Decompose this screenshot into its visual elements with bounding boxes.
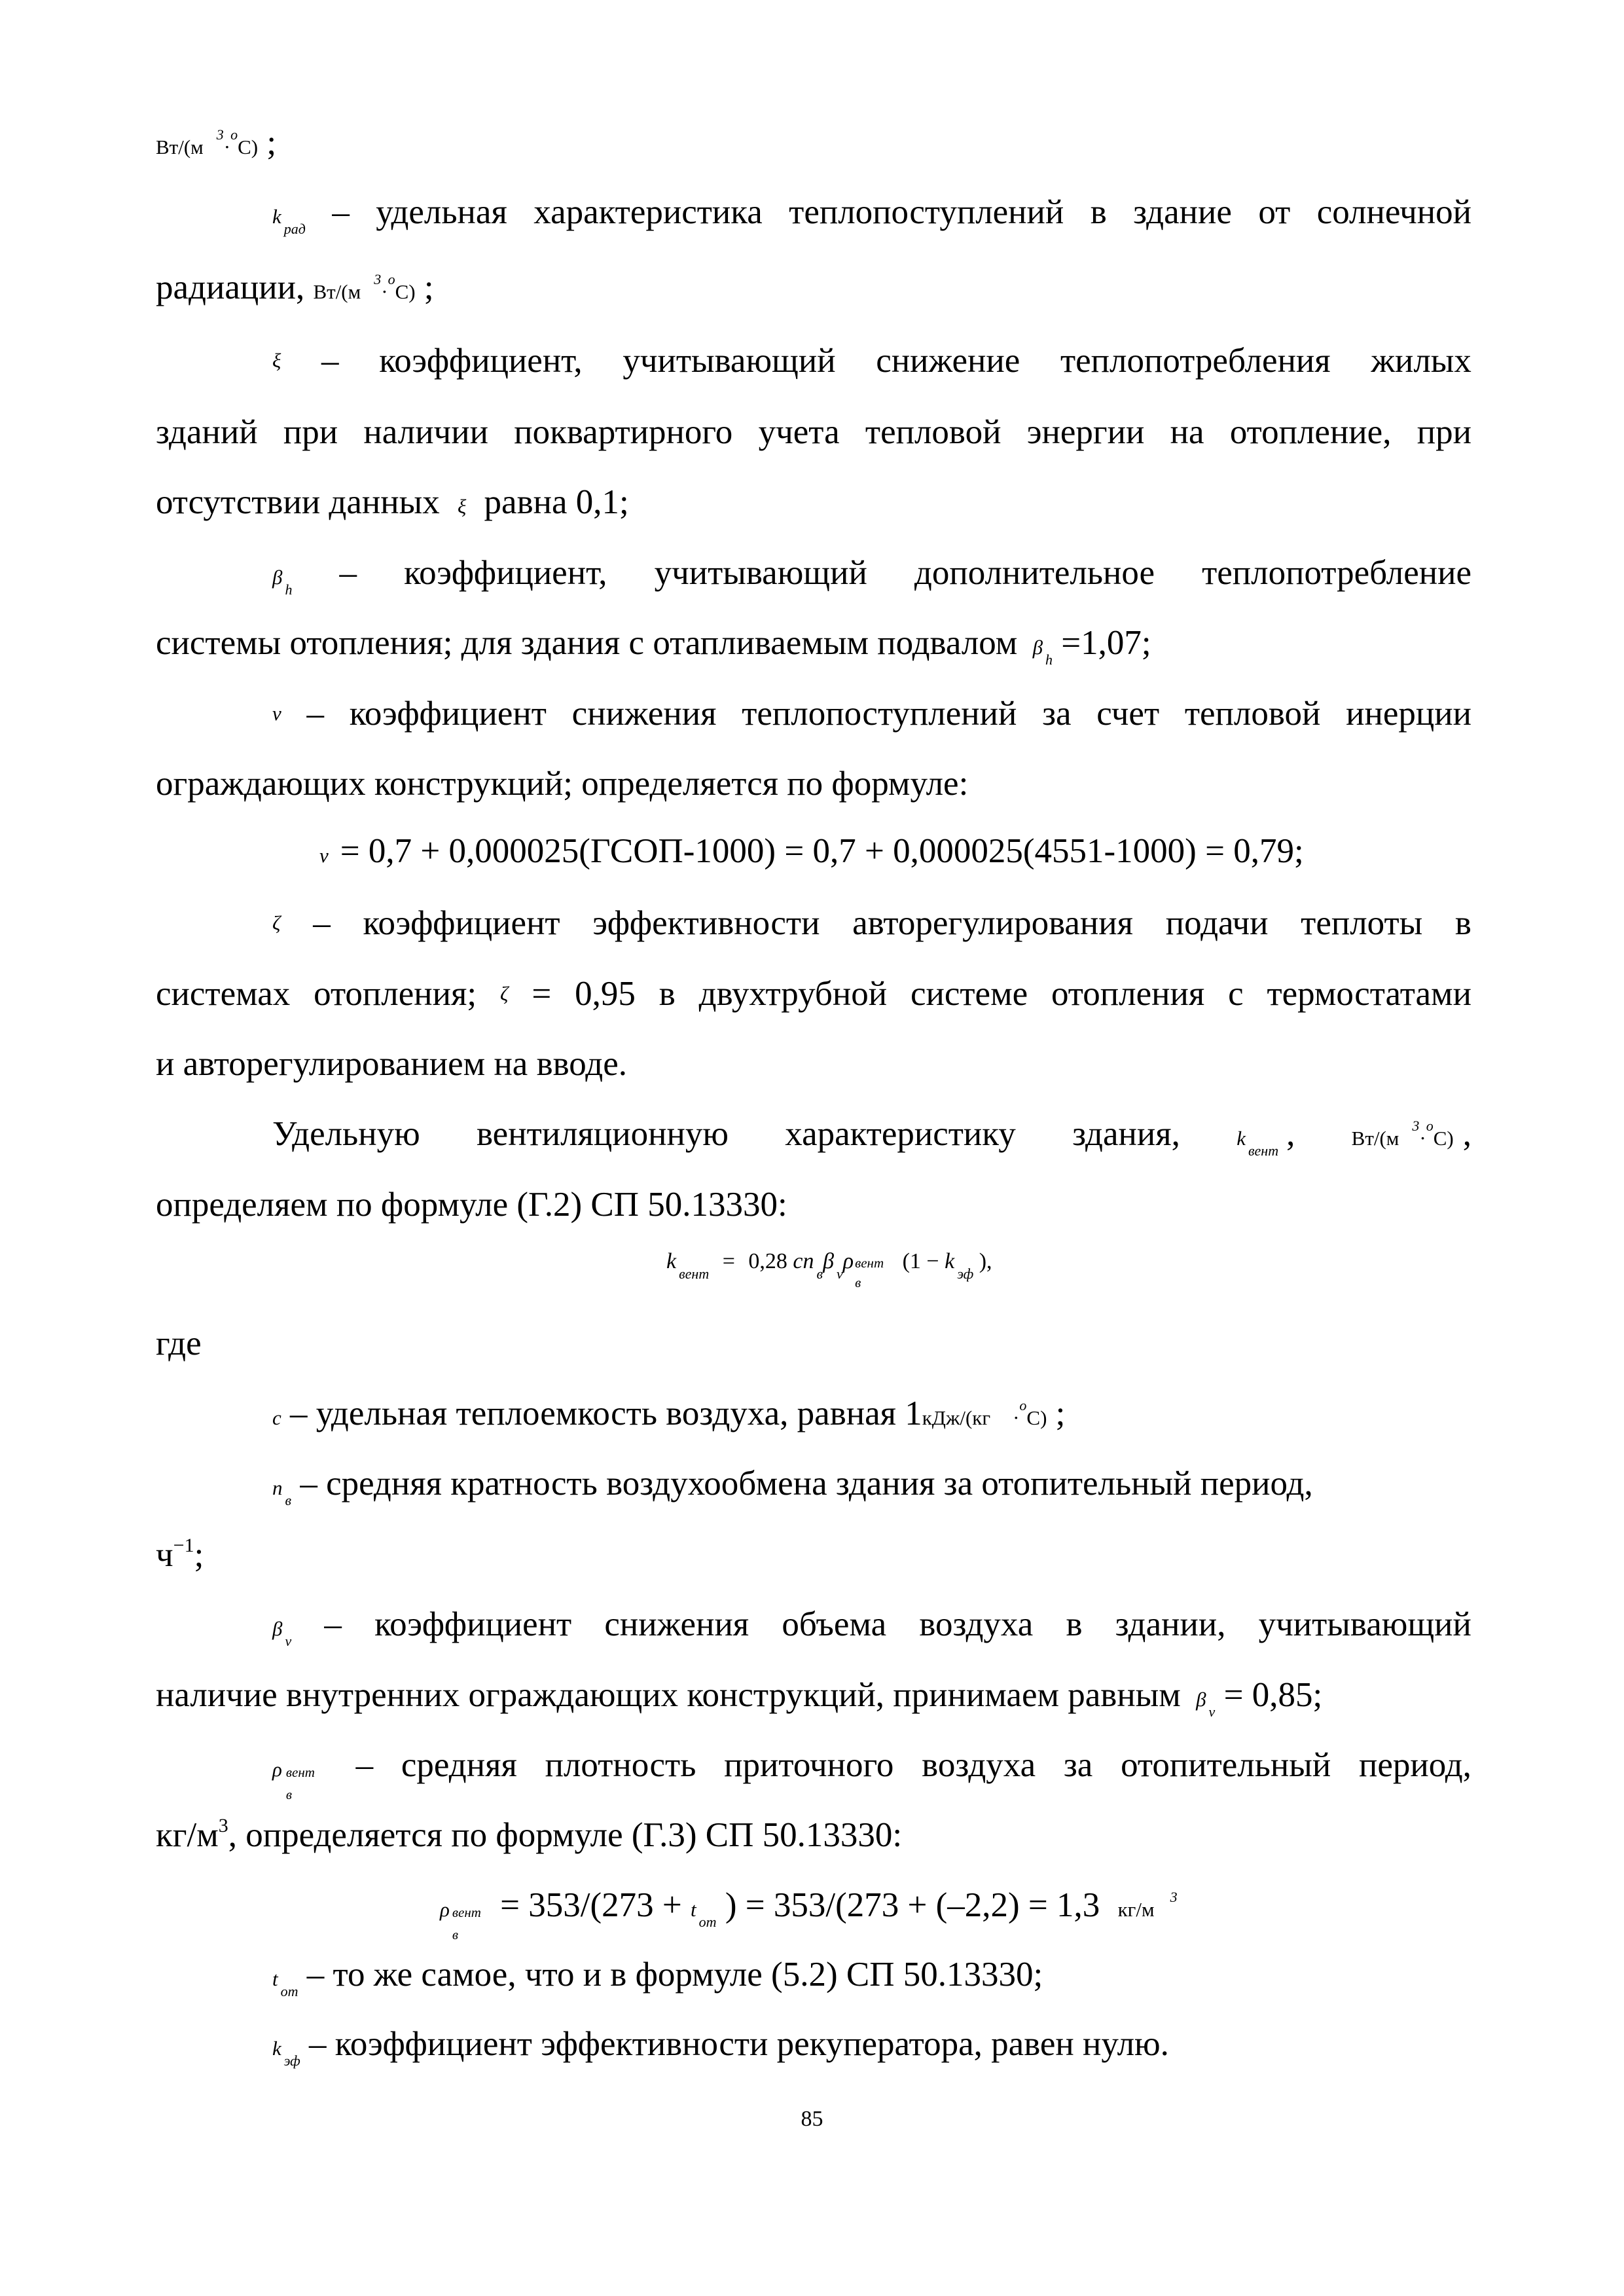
symbol: k (272, 205, 281, 228)
word: за (1042, 695, 1072, 733)
zeta-symbol: ζ (499, 982, 509, 1005)
unit-text: Вт/(м (156, 136, 204, 158)
word: воздуха (922, 1746, 1036, 1784)
k-vent-symbol (1236, 1113, 1295, 1161)
word: коэффициент (374, 1605, 572, 1643)
k-vent-formula (666, 1241, 992, 1290)
text: – то же самое, что и в формуле (5.2) СП 50.13330; (306, 1956, 1043, 1994)
symbol: n (803, 1249, 814, 1273)
subscript: в (285, 1787, 293, 1802)
unit-text: кДж/(кг (922, 1406, 991, 1429)
subscript: в (855, 1275, 861, 1290)
superscript: вент (452, 1904, 481, 1920)
word: учитывающий (654, 554, 867, 592)
word: учитывающий (1258, 1605, 1471, 1643)
symbol: ρ (440, 1898, 450, 1921)
unit-text: С) (1026, 1406, 1047, 1429)
word: при (1416, 413, 1471, 451)
word: с (1228, 975, 1244, 1013)
word: тепловой (865, 413, 1001, 451)
rho-formula (440, 1884, 1178, 1942)
word: снижения (604, 1605, 749, 1643)
line-unit-continuation (156, 122, 276, 170)
nu-formula (319, 830, 1304, 877)
text: равна 0,1; (484, 483, 629, 521)
word: вентиляционную (476, 1115, 729, 1153)
line-text (156, 411, 1471, 453)
line-text (156, 481, 629, 528)
word: коэффициент (363, 904, 560, 942)
subscript: в (816, 1266, 823, 1282)
text: ч (156, 1536, 173, 1574)
line-text (156, 622, 1151, 670)
line-text (156, 1184, 787, 1226)
text: радиации, (156, 268, 305, 306)
text: – средняя кратность воздухообмена здания за отопительный период, (300, 1465, 1313, 1503)
xi-symbol: ξ (272, 349, 281, 372)
word: солнечной (1316, 193, 1471, 231)
word: теплопоступлений (789, 193, 1064, 231)
unit-group (1352, 1113, 1471, 1161)
beta-symbol: β (1196, 1688, 1206, 1711)
text: определяем по формуле (Г.2) СП 50.13330: (156, 1186, 787, 1224)
k-rad-symbol (272, 191, 306, 240)
word: – (321, 342, 339, 380)
subscript: ν (837, 1266, 843, 1282)
superscript: 3 (1170, 1889, 1178, 1905)
word: период, (1358, 1746, 1471, 1784)
word: теплопотребление (1202, 554, 1471, 592)
line-where (156, 1322, 202, 1364)
symbol: β (272, 566, 283, 589)
nu-symbol: ν (319, 844, 329, 867)
text: системы отопления; для здания с отапливаемым подвалом (156, 624, 1018, 662)
zeta-symbol: ζ (272, 911, 281, 934)
rho-indices (854, 1255, 892, 1290)
word: в (1454, 904, 1471, 942)
subscript: в (285, 1492, 292, 1508)
subscript: ν (1208, 1704, 1216, 1720)
coefficient: 0,28 (748, 1249, 787, 1273)
text: где (156, 1324, 202, 1362)
subscript: вент (679, 1266, 710, 1282)
line-text (156, 1674, 1322, 1722)
k-symbol: k (272, 2037, 281, 2060)
symbol: β (823, 1249, 834, 1273)
word: коэффициент, (379, 342, 583, 380)
word: от (1258, 193, 1291, 231)
word: зданий (156, 413, 258, 451)
word: инерции (1346, 695, 1471, 733)
word: снижение (876, 342, 1020, 380)
line-text (156, 1814, 902, 1861)
text: , определяется по формуле (Г.3) СП 50.13330: (228, 1816, 903, 1854)
subscript: рад (283, 221, 306, 237)
symbol: β (272, 1617, 283, 1640)
beta-v-symbol (272, 1603, 291, 1652)
page-number-text: 85 (801, 2107, 823, 2131)
word: энергии (1026, 413, 1145, 451)
unit-text: С) (395, 280, 416, 303)
word: характеристику (785, 1115, 1016, 1153)
word: характеристика (533, 193, 763, 231)
word: отопление, (1229, 413, 1392, 451)
parenthesis-close: ) (979, 1249, 987, 1273)
subscript: ν (285, 1633, 292, 1649)
line-k-rad-definition (272, 191, 1471, 240)
line-n-definition (272, 1463, 1313, 1511)
word: теплопоступлений (742, 695, 1017, 733)
nu-symbol: ν (272, 702, 281, 725)
text: = 0,85; (1223, 1676, 1323, 1714)
word: дополнительное (914, 554, 1155, 592)
xi-symbol: ξ (458, 495, 467, 518)
text: и авторегулированием на вводе. (156, 1045, 627, 1083)
punctuation: , (986, 1249, 992, 1273)
subscript: в (452, 1927, 459, 1942)
word: – (313, 904, 331, 942)
line-text (156, 973, 1471, 1015)
degree-sign: о (230, 126, 238, 143)
word: – (324, 1605, 342, 1643)
line-nu-definition (272, 693, 1471, 735)
word: термостатами (1267, 975, 1471, 1013)
line-zeta-definition (272, 902, 1471, 944)
word: здание (1133, 193, 1232, 231)
superscript: 3 (216, 126, 224, 143)
superscript: −1 (173, 1535, 194, 1556)
line-k-ef-definition (272, 2023, 1169, 2071)
word: приточного (724, 1746, 894, 1784)
symbol: k (945, 1249, 955, 1273)
word: – (355, 1746, 374, 1784)
word: эффективности (592, 904, 820, 942)
symbol: c (793, 1249, 803, 1273)
word: отопительный (1121, 1746, 1331, 1784)
beta-symbol: β (1032, 636, 1043, 659)
punctuation: ; (194, 1536, 204, 1574)
word: теплопотребления (1060, 342, 1331, 380)
word: учитывающий (623, 342, 836, 380)
subscript: вент (1248, 1142, 1279, 1159)
subscript: от (280, 1983, 298, 1999)
word: снижения (571, 695, 717, 733)
text: =1,07; (1061, 624, 1151, 662)
superscript: 3 (218, 1815, 228, 1836)
word: авторегулирования (852, 904, 1134, 942)
punctuation: ; (1055, 1394, 1066, 1432)
line-unit-per-hour (156, 1534, 204, 1581)
rho-symbol (272, 1744, 328, 1802)
unit-text: С) (1433, 1127, 1454, 1150)
word: за (1063, 1746, 1093, 1784)
t-symbol: t (272, 1967, 278, 1990)
text: ограждающих конструкций; определяется по формуле: (156, 765, 969, 803)
word: здании, (1115, 1605, 1226, 1643)
unit-text: Вт/(м (313, 280, 361, 303)
unit-text: Вт/(м (1351, 1127, 1399, 1150)
word: поквартирного (514, 413, 733, 451)
unit-dot: · (1419, 1127, 1426, 1150)
punctuation: , (1286, 1115, 1295, 1153)
word: системах (156, 975, 291, 1013)
word: – (339, 554, 357, 592)
punctuation: ; (266, 124, 277, 162)
word: – (332, 193, 350, 231)
line-t-definition (272, 1954, 1043, 2002)
line-beta-h-definition (272, 552, 1471, 600)
symbol: ρ (272, 1758, 282, 1781)
word: учета (758, 413, 840, 451)
line-ventilation-characteristic (272, 1113, 1471, 1161)
word: жилых (1371, 342, 1471, 380)
line-xi-definition (272, 340, 1471, 382)
word: отопления (1051, 975, 1205, 1013)
word: теплоты (1301, 904, 1423, 942)
punctuation: , (1462, 1115, 1471, 1153)
word: объема (782, 1605, 887, 1643)
unit-dot: · (1013, 1406, 1020, 1429)
text: – коэффициент эффективности рекуператора, равен нулю. (309, 2025, 1169, 2063)
superscript: 3 (1412, 1118, 1420, 1134)
word: подачи (1165, 904, 1269, 942)
degree-sign: о (1426, 1118, 1434, 1134)
page-number (0, 2098, 1624, 2140)
c-symbol: c (272, 1406, 281, 1429)
word: двухтрубной (698, 975, 888, 1013)
beta-h-symbol (272, 552, 292, 600)
word: воздуха (919, 1605, 1034, 1643)
word: – (306, 695, 325, 733)
formula-text: ) = 353/(273 + (–2,2) = 1,3 (725, 1886, 1100, 1924)
word: удельная (376, 193, 507, 231)
line-rho-definition (272, 1744, 1471, 1802)
word: средняя (401, 1746, 517, 1784)
formula-text: = 0,7 + 0,000025(ГСОП-1000) = 0,7 + 0,000025(4551-1000) = 0,79; (340, 832, 1304, 870)
line-radiation-units (156, 266, 434, 315)
line-beta-v-definition (272, 1603, 1471, 1652)
symbol: k (1236, 1127, 1246, 1150)
subscript: h (285, 581, 293, 598)
word: в (1066, 1605, 1083, 1643)
word: наличии (363, 413, 488, 451)
line-text (156, 1043, 627, 1085)
word: 0,95 (575, 975, 636, 1013)
equals-sign: = (722, 1249, 735, 1273)
word: коэффициент (349, 695, 547, 733)
text: наличие внутренних ограждающих конструкций, принимаем равным (156, 1676, 1181, 1714)
word: в (1090, 193, 1107, 231)
word: здания, (1072, 1115, 1180, 1153)
degree-sign: о (1019, 1397, 1027, 1413)
n-symbol: n (272, 1476, 283, 1499)
text: – удельная теплоемкость воздуха, равная (290, 1394, 896, 1432)
word: тепловой (1184, 695, 1321, 733)
word: = (532, 975, 552, 1013)
value: 1 (905, 1394, 922, 1432)
unit-text: С) (238, 136, 259, 158)
symbol: t (691, 1898, 696, 1921)
degree-sign: о (388, 271, 395, 287)
unit-dot: · (381, 280, 388, 303)
text: отсутствии данных (156, 483, 440, 521)
punctuation: ; (424, 268, 434, 306)
word: отопления; (314, 975, 477, 1013)
parenthesis-open: (1 − (902, 1249, 939, 1273)
symbol: ρ (842, 1249, 854, 1273)
text: кг/м (156, 1816, 219, 1854)
superscript: вент (855, 1255, 884, 1271)
word: плотность (545, 1746, 696, 1784)
subscript: от (698, 1914, 717, 1930)
rho-indices (282, 1764, 328, 1802)
superscript: вент (285, 1764, 315, 1780)
word: системе (910, 975, 1028, 1013)
rho-indices (450, 1904, 492, 1942)
line-c-definition (272, 1393, 1065, 1441)
unit-dot: · (223, 136, 231, 158)
unit-text: кг/м (1117, 1898, 1155, 1921)
word: счет (1096, 695, 1160, 733)
subscript: эф (957, 1266, 974, 1282)
line-text (156, 763, 968, 805)
word: в (659, 975, 676, 1013)
formula-text: = 353/(273 + (500, 1886, 682, 1924)
subscript: эф (283, 2052, 300, 2069)
word: на (1170, 413, 1204, 451)
word: Удельную (272, 1115, 420, 1153)
superscript: 3 (374, 271, 382, 287)
word: при (283, 413, 338, 451)
subscript: h (1045, 651, 1053, 668)
symbol: k (666, 1249, 677, 1273)
word: коэффициент, (404, 554, 607, 592)
